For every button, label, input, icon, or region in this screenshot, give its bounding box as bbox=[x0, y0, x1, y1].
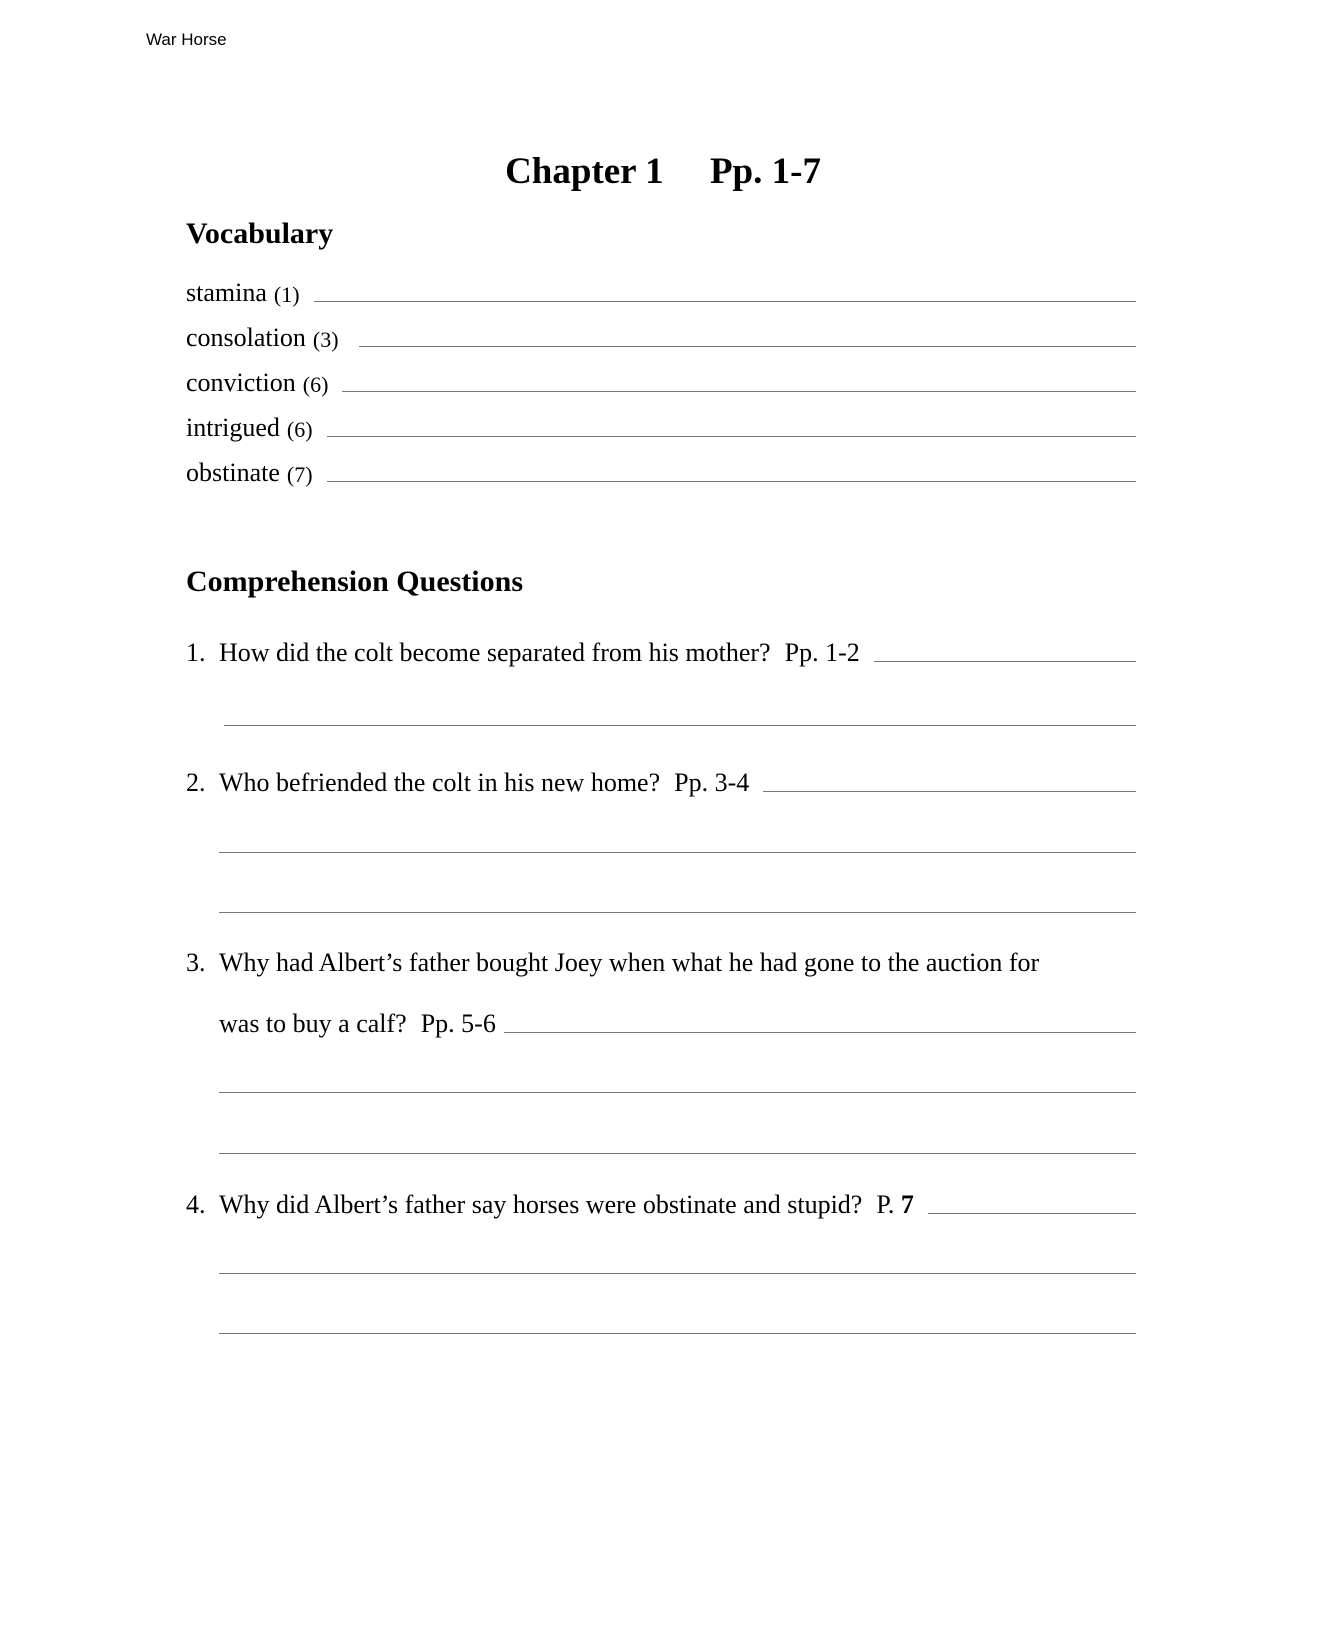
question-text: How did the colt become separated from his mother? bbox=[219, 638, 771, 667]
answer-line[interactable] bbox=[219, 912, 1136, 913]
answer-line[interactable] bbox=[219, 852, 1136, 853]
vocab-item bbox=[186, 272, 1136, 308]
question-page-prefix: P. bbox=[876, 1190, 895, 1219]
page-header: War Horse bbox=[146, 30, 227, 49]
vocab-word: obstinate bbox=[186, 458, 280, 487]
answer-line[interactable] bbox=[504, 1032, 1136, 1033]
answer-line[interactable] bbox=[928, 1213, 1136, 1214]
question-page-ref: Pp. 1-2 bbox=[784, 638, 860, 667]
question-3 bbox=[186, 940, 1136, 978]
answer-line[interactable] bbox=[224, 725, 1136, 726]
comprehension-heading: Comprehension Questions bbox=[186, 565, 524, 598]
chapter-title bbox=[0, 150, 1326, 193]
vocab-page-ref: (1) bbox=[273, 282, 300, 307]
vocab-page-ref: (6) bbox=[286, 417, 313, 442]
chapter-pages: Pp. 1-7 bbox=[709, 151, 821, 192]
answer-line[interactable] bbox=[763, 791, 1136, 792]
chapter-label: Chapter 1 bbox=[505, 151, 664, 192]
vocab-item bbox=[186, 452, 1136, 488]
question-3-continued bbox=[219, 1001, 1136, 1039]
vocab-word: conviction bbox=[186, 368, 296, 397]
question-text: Why did Albert’s father say horses were obstinate and stupid? bbox=[219, 1190, 863, 1219]
vocab-answer-line[interactable] bbox=[327, 481, 1136, 482]
answer-line[interactable] bbox=[219, 1092, 1136, 1093]
question-page-number: 7 bbox=[900, 1190, 914, 1219]
vocab-page-ref: (3) bbox=[312, 327, 339, 352]
answer-line[interactable] bbox=[219, 1333, 1136, 1334]
vocab-item bbox=[186, 407, 1136, 443]
question-number: 3. bbox=[186, 948, 206, 977]
answer-line[interactable] bbox=[219, 1153, 1136, 1154]
vocab-answer-line[interactable] bbox=[342, 391, 1136, 392]
vocab-page-ref: (6) bbox=[302, 372, 329, 397]
question-number: 1. bbox=[186, 638, 206, 667]
question-number: 4. bbox=[186, 1190, 206, 1219]
question-2 bbox=[186, 760, 1136, 798]
vocabulary-heading: Vocabulary bbox=[186, 217, 334, 250]
vocab-word: intrigued bbox=[186, 413, 280, 442]
question-4 bbox=[186, 1182, 1136, 1220]
vocab-word: stamina bbox=[186, 278, 267, 307]
question-text: Why had Albert’s father bought Joey when what he had gone to the auction for bbox=[219, 948, 1040, 977]
vocab-word: consolation bbox=[186, 323, 306, 352]
vocab-item bbox=[186, 317, 1136, 353]
question-text: Who befriended the colt in his new home? bbox=[219, 768, 661, 797]
vocab-answer-line[interactable] bbox=[327, 436, 1136, 437]
question-page-ref bbox=[876, 1190, 914, 1220]
question-number: 2. bbox=[186, 768, 206, 797]
vocab-page-ref: (7) bbox=[286, 462, 313, 487]
vocab-item bbox=[186, 362, 1136, 398]
question-page-ref: Pp. 3-4 bbox=[674, 768, 750, 797]
question-1 bbox=[186, 630, 1136, 668]
vocab-answer-line[interactable] bbox=[359, 346, 1136, 347]
question-text: was to buy a calf? bbox=[219, 1009, 407, 1038]
vocab-answer-line[interactable] bbox=[314, 301, 1136, 302]
answer-line[interactable] bbox=[219, 1273, 1136, 1274]
question-page-ref: Pp. 5-6 bbox=[420, 1009, 496, 1038]
answer-line[interactable] bbox=[874, 661, 1136, 662]
